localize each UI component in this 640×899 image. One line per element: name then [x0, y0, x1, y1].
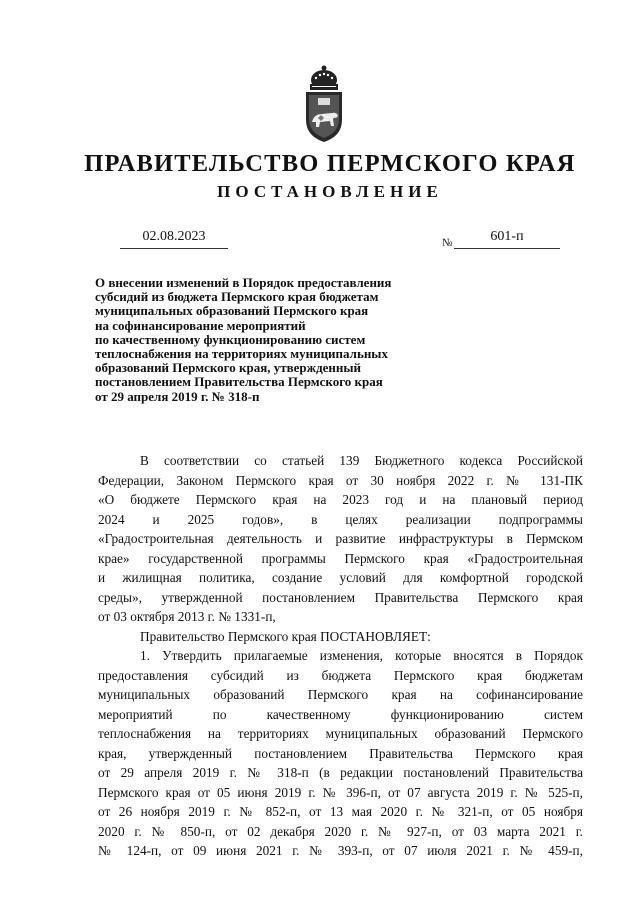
body-line: 2024 и 2025 годов», в целях реализации подпрограммы — [98, 511, 583, 527]
body-line: края, утвержденный постановлением Правительства Пермского края — [98, 745, 583, 761]
document-body — [98, 451, 583, 861]
document-date — [120, 229, 228, 249]
number-value: 601-п — [490, 229, 524, 244]
document-type: ПОСТАНОВЛЕНИЕ — [217, 182, 443, 201]
number-underline — [454, 248, 560, 249]
date-value: 02.08.2023 — [142, 229, 206, 244]
date-underline — [120, 248, 228, 249]
body-line: мероприятий по качественному функционированию систем — [98, 706, 583, 722]
subject-line: О внесении изменений в Порядок предоставления — [95, 275, 392, 290]
body-line: 1. Утвердить прилагаемые изменения, которые вносятся в Порядок — [140, 648, 583, 663]
subject-line: от 29 апреля 2019 г. № 318-п — [95, 388, 260, 404]
organization-title: ПРАВИТЕЛЬСТВО ПЕРМСКОГО КРАЯ — [84, 150, 576, 177]
subject-line: субсидий из бюджета Пермского края бюджетам — [95, 289, 379, 305]
body-line: Федерации, Законом Пермского края от 30 ноября 2022 г. № 131-ПК — [98, 472, 583, 488]
subject-line: теплоснабжения на территориях муниципальных — [95, 346, 388, 362]
subject-line: на софинансирование мероприятий — [95, 317, 306, 333]
body-line: Правительство Пермского края ПОСТАНОВЛЯЕТ: — [140, 628, 431, 644]
body-line: и жилищная политика, создание условий для комфортной городской — [98, 570, 583, 585]
body-line: 2020 г. № 850-п, от 02 декабря 2020 г. № 927-п, от 03 марта 2021 г. — [98, 823, 583, 839]
body-line: В соответствии со статьей 139 Бюджетного кодекса Российской — [140, 453, 583, 468]
subject-line: муниципальных образований Пермского края — [95, 303, 369, 319]
subject-line: по качественному функционированию систем — [95, 331, 366, 347]
body-line: от 29 апреля 2019 г. № 318-п (в редакции постановлений Правительства — [98, 765, 583, 780]
body-line: Пермского края от 05 июня 2019 г. № 396-п, от 07 августа 2019 г. № 525-п, — [98, 784, 583, 800]
document-subject — [95, 276, 455, 404]
body-line: «О бюджете Пермского края на 2023 год и на плановый период — [98, 492, 583, 507]
body-line: от 26 ноября 2019 г. № 852-п, от 13 мая 2020 г. № 321-п, от 05 ноября — [98, 804, 583, 819]
body-line: теплоснабжения на территориях муниципальных образований Пермского — [98, 726, 583, 741]
body-line: муниципальных образований Пермского края на софинансирование — [98, 687, 583, 702]
body-line: среды», утвержденной постановлением Правительства Пермского края — [98, 589, 583, 605]
subject-line: образований Пермского края, утвержденный — [95, 360, 362, 376]
body-line: от 03 октября 2013 г. № 1331-п, — [98, 609, 276, 624]
coat-of-arms-icon — [294, 64, 354, 144]
body-line: «Градостроительная деятельность и развитие инфраструктуры в Пермском — [98, 531, 583, 546]
body-line: крае» государственной программы Пермского края «Градостроительная — [98, 550, 583, 566]
body-line: предоставления субсидий из бюджета Пермского края бюджетам — [98, 667, 583, 683]
number-sign: № — [442, 237, 453, 249]
subject-line: постановлением Правительства Пермского края — [95, 374, 383, 390]
body-line: № 124-п, от 09 июня 2021 г. № 393-п, от 07 июля 2021 г. № 459-п, — [98, 843, 583, 858]
